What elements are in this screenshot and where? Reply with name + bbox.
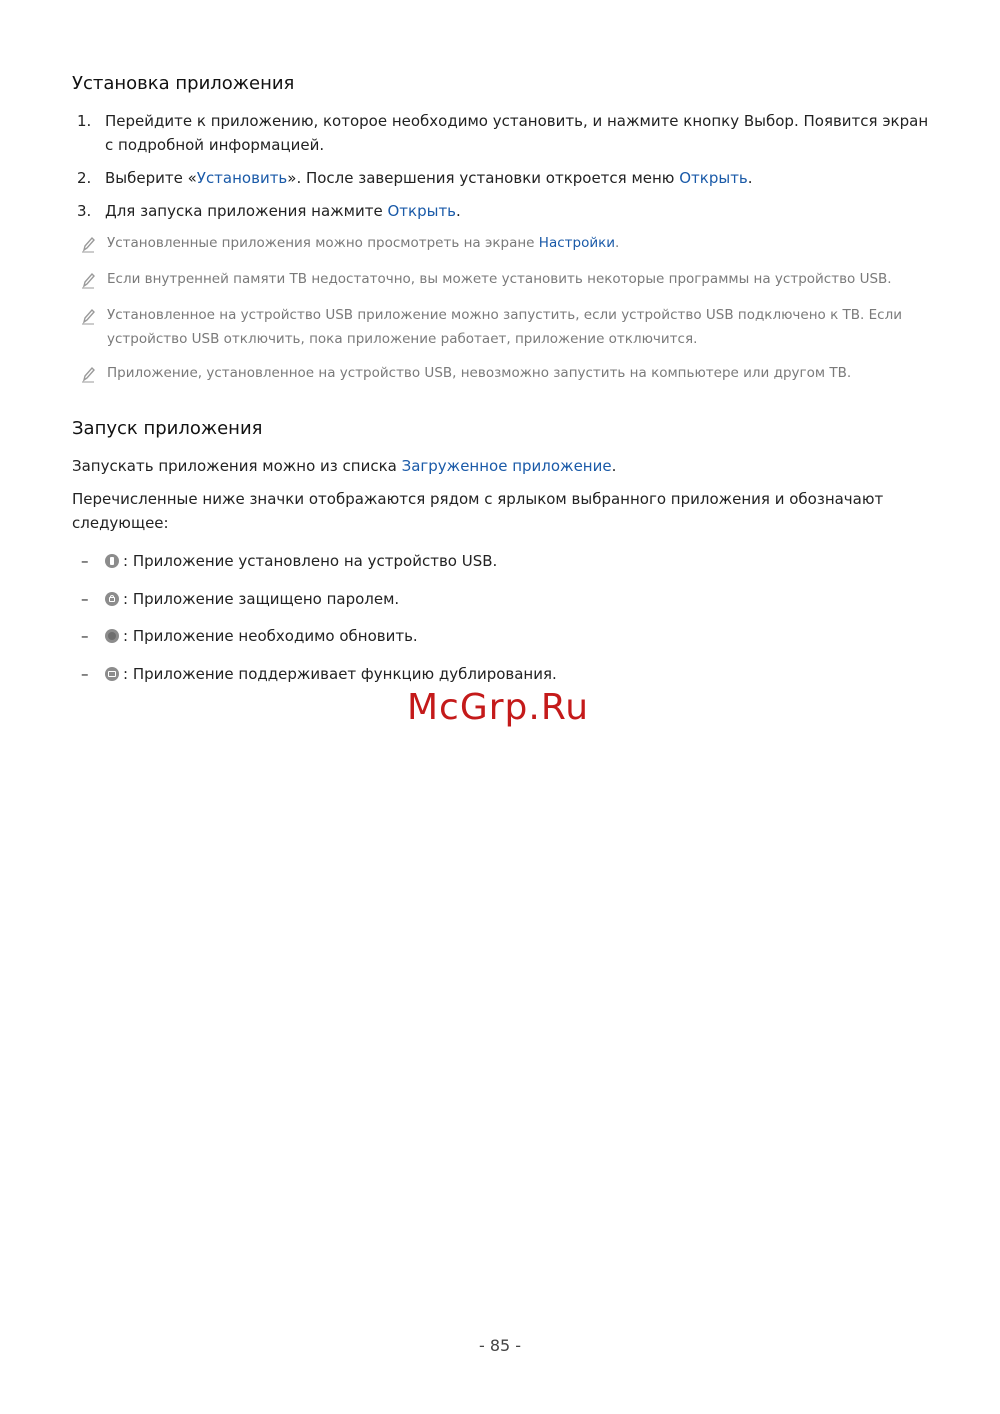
step-1 bbox=[72, 109, 932, 157]
step-text-part: ». После завершения установки откроется меню bbox=[287, 169, 680, 187]
install-link[interactable]: Установить bbox=[196, 169, 288, 187]
step-text-part: . bbox=[456, 202, 461, 220]
step-text-part: Выберите « bbox=[105, 169, 197, 187]
note-text-part: . bbox=[615, 235, 620, 251]
step-3 bbox=[72, 199, 932, 223]
step-text bbox=[105, 199, 935, 223]
note-text-part: Установленные приложения можно просмотреть на экране bbox=[107, 235, 539, 251]
bullet-mirroring bbox=[72, 662, 932, 686]
bullet-dash: – bbox=[81, 627, 89, 645]
launch-paragraph bbox=[72, 454, 932, 478]
note-text: Приложение, установленное на устройство USB, невозможно запустить на компьютере или другом ТВ. bbox=[107, 365, 852, 381]
step-text-part: . bbox=[747, 169, 753, 187]
mirroring-app-icon bbox=[105, 667, 119, 681]
paragraph-text-part: Запускать приложения можно из списка bbox=[72, 457, 402, 475]
step-text bbox=[105, 166, 935, 190]
settings-link[interactable]: Настройки bbox=[538, 235, 616, 251]
bullet-dash: – bbox=[81, 590, 89, 608]
bullet-text: : Приложение необходимо обновить. bbox=[123, 627, 418, 645]
downloaded-app-link[interactable]: Загруженное приложение bbox=[401, 457, 612, 475]
paragraph-text-part: . bbox=[611, 457, 617, 475]
note-3 bbox=[72, 304, 932, 352]
bullet-text: : Приложение защищено паролем. bbox=[123, 590, 400, 608]
bullet-lock bbox=[72, 587, 932, 611]
step-number: 2. bbox=[77, 169, 92, 187]
bullet-dash: – bbox=[81, 552, 89, 570]
section-title-launch: Запуск приложения bbox=[72, 418, 263, 439]
bullet-dash: – bbox=[81, 665, 89, 683]
watermark: McGrp.Ru bbox=[407, 687, 590, 728]
bullet-text: : Приложение поддерживает функцию дублирования. bbox=[123, 665, 557, 683]
pencil-note-icon bbox=[80, 271, 96, 289]
note-text bbox=[107, 232, 932, 256]
note-text: Установленное на устройство USB приложение можно запустить, если устройство USB подключено к ТВ. Если устройство USB отключить, пока приложение работает, приложение отключится. bbox=[107, 307, 902, 347]
note-text: Если внутренней памяти ТВ недостаточно, вы можете установить некоторые программы на устройство USB. bbox=[107, 271, 892, 287]
pencil-note-icon bbox=[80, 235, 96, 253]
page-number: - 85 - bbox=[478, 1336, 522, 1355]
section-title-install: Установка приложения bbox=[72, 73, 295, 94]
bullet-text: : Приложение установлено на устройство USB. bbox=[123, 552, 498, 570]
update-app-icon bbox=[105, 629, 119, 643]
step-number: 3. bbox=[77, 202, 92, 220]
usb-app-icon bbox=[105, 554, 119, 568]
icons-description-paragraph: Перечисленные ниже значки отображаются рядом с ярлыком выбранного приложения и обозначают следующее: bbox=[72, 490, 884, 532]
pencil-note-icon bbox=[80, 365, 96, 383]
step-text-part: Для запуска приложения нажмите bbox=[105, 202, 388, 220]
bullet-usb bbox=[72, 549, 932, 573]
step-number: 1. bbox=[77, 112, 92, 130]
pencil-note-icon bbox=[80, 307, 96, 325]
open-link[interactable]: Открыть bbox=[387, 202, 457, 220]
note-1 bbox=[72, 232, 932, 256]
step-text: Перейдите к приложению, которое необходимо установить, и нажмите кнопку Выбор. Появится экран с подробной информацией. bbox=[105, 112, 929, 154]
bullet-update bbox=[72, 624, 932, 648]
open-link[interactable]: Открыть bbox=[679, 169, 748, 187]
step-2 bbox=[72, 166, 932, 190]
lock-app-icon bbox=[105, 592, 119, 606]
note-4 bbox=[72, 362, 932, 386]
note-2 bbox=[72, 268, 932, 292]
